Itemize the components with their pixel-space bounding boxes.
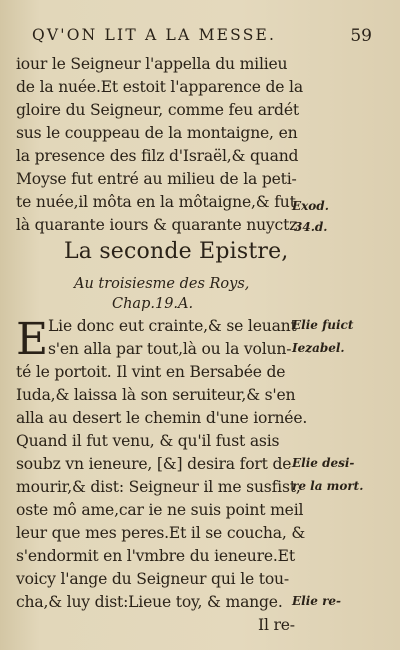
body-line: voicy l'ange du Seigneur qui le tou-: [16, 570, 289, 588]
body-line: soubz vn ieneure, [&] desira fort de: [16, 455, 292, 473]
body-line: sus le couppeau de la montaigne, en: [16, 124, 298, 142]
margin-note-exod-ref: 34.d.: [294, 220, 328, 234]
chapter-subtitle: Chap.19.A.: [112, 296, 194, 312]
body-line: gloire du Seigneur, comme feu ardét: [16, 101, 299, 119]
body-line: Iuda,& laissa là son seruiteur,& s'en: [16, 386, 296, 404]
margin-note-exod: Exod.: [292, 199, 329, 213]
body-line: alla au desert le chemin d'une iornée.: [16, 409, 308, 427]
page-number: 59: [350, 26, 372, 46]
drop-cap: E: [16, 314, 49, 365]
margin-note-elie-fuict: Elie fuict: [292, 318, 354, 332]
margin-note-elie-re: Elie re-: [292, 594, 342, 608]
body-line: leur que mes peres.Et il se coucha, &: [16, 524, 306, 542]
body-line: là quarante iours & quarante nuyctz.: [16, 216, 302, 234]
body-line: s'en alla par tout,là ou la volun-: [48, 340, 292, 358]
margin-note-iezabel: Iezabel.: [292, 341, 345, 355]
body-line: Quand il fut venu, & qu'il fust asis: [16, 432, 280, 450]
margin-note-re-la-mort: re la mort.: [292, 479, 364, 493]
body-line: cha,& luy dist:Lieue toy, & mange.: [16, 593, 283, 611]
body-line: la presence des filz d'Israël,& quand: [16, 147, 299, 165]
body-line: de la nuée.Et estoit l'apparence de la: [16, 78, 303, 96]
catchword-line: Il re-: [258, 616, 295, 634]
running-header: [32, 26, 372, 44]
reference-subtitle: Au troisiesme des Roys,: [74, 276, 250, 292]
margin-note-elie-desi: Elie desi-: [292, 456, 355, 470]
body-line: Lie donc eut crainte,& se leuant: [48, 317, 297, 335]
section-title: La seconde Epistre,: [64, 239, 289, 264]
body-line: iour le Seigneur l'appella du milieu: [16, 55, 288, 73]
body-line: te nuée,il môta en la môtaigne,& fut: [16, 193, 296, 211]
body-line: oste mô ame,car ie ne suis point meil: [16, 501, 304, 519]
running-head-text: QV'ON LIT A LA MESSE.: [32, 26, 277, 44]
body-line: mourir,& dist: Seigneur il me susfist,: [16, 478, 301, 496]
body-line: Moyse fut entré au milieu de la peti-: [16, 170, 297, 188]
body-line: s'endormit en l'vmbre du ieneure.Et: [16, 547, 295, 565]
body-line: té le portoit. Il vint en Bersabée de: [16, 363, 286, 381]
